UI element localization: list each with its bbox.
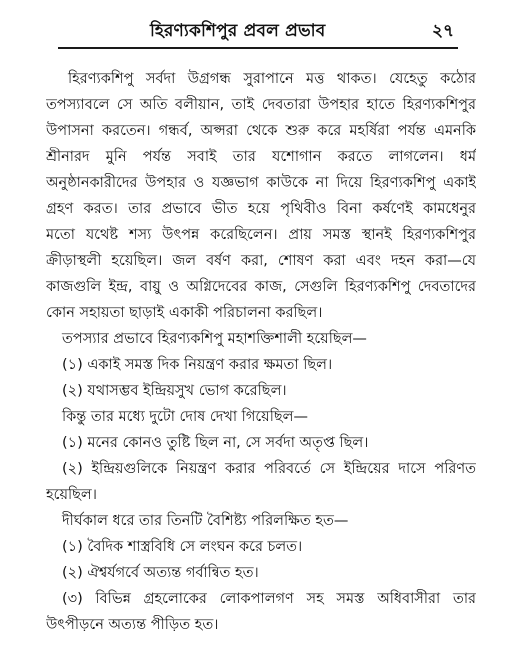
list-item: (২) ঐশ্বর্যগর্বে অত্যন্ত গর্বান্বিত হত।	[62, 565, 259, 581]
text-line: কিন্তু তার মধ্যে দুটো দোষ দেখা গিয়েছিল—	[62, 409, 308, 425]
text-line: দীর্ঘকাল ধরে তার তিনটি বৈশিষ্ট্য পরিলক্ষিত হত—	[62, 513, 349, 529]
list-item: (১) একাই সমস্ত দিক নিয়ন্ত্রণ করার ক্ষমতা ছিল।	[62, 357, 333, 373]
text-line: ক্রীড়াস্থলী হয়েছিল। জল বর্ষণ করা, শোষণ করা এবং দহন করা—যে	[46, 253, 476, 269]
text-line: গ্রহণ করত। তার প্রভাবে ভীত হয়ে পৃথিবীও বিনা কর্ষণেই কামধেনুর	[46, 201, 476, 217]
list-item: (২) যথাসম্ভব ইন্দ্রিয়সুখ ভোগ করেছিল।	[62, 383, 287, 399]
text-line: কাজগুলি ইন্দ্র, বায়ু ও অগ্নিদেবের কাজ, সেগুলি হিরণ্যকশিপু দেবতাদের	[46, 279, 476, 295]
text-line: হিরণ্যকশিপু সর্বদা উগ্রগন্ধ সুরাপানে মত্ত থাকত। যেহেতু কঠোর	[68, 71, 476, 87]
text-line: উৎপীড়নে অত্যন্ত পীড়িত হত।	[46, 617, 219, 633]
text-line: তপস্যার প্রভাবে হিরণ্যকশিপু মহাশক্তিশালী হয়েছিল—	[62, 331, 367, 347]
text-line: শ্রীনারদ মুনি পর্যন্ত সবাই তার যশোগান করতে লাগলেন। ধর্ম	[46, 149, 476, 165]
body-text	[46, 66, 476, 638]
text-line: তপস্যাবলে সে অতি বলীয়ান, তাই দেবতারা উপহার হাতে হিরণ্যকশিপুর	[46, 97, 476, 113]
page-header	[0, 18, 509, 46]
list-item: (২) ইন্দ্রিয়গুলিকে নিয়ন্ত্রণ করার পরিবর্তে সে ইন্দ্রিয়ের দাসে পরিণত	[62, 461, 476, 477]
text-line: কোন সহায়তা ছাড়াই একাকী পরিচালনা করছিল।	[46, 305, 323, 321]
list-item: (১) বৈদিক শাস্ত্রবিধি সে লংঘন করে চলত।	[62, 539, 303, 555]
running-title: হিরণ্যকশিপুর প্রবল প্রভাব	[150, 21, 326, 41]
text-line: উপাসনা করতেন। গন্ধর্ব, অপ্সরা থেকে শুরু করে মহর্ষিরা পর্যন্ত এমনকি	[46, 123, 476, 139]
text-line: মতো যথেষ্ট শস্য উৎপন্ন করেছিলেন। প্রায় সমস্ত স্থানই হিরণ্যকশিপুর	[46, 227, 476, 243]
list-item: (৩) বিভিন্ন গ্রহলোকের লোকপালগণ সহ সমস্ত অধিবাসীরা তার	[62, 591, 476, 607]
text-line: অনুষ্ঠানকারীদের উপহার ও যজ্ঞভাগ কাউকে না দিয়ে হিরণ্যকশিপু একাই	[46, 175, 476, 191]
list-item: (১) মনের কোনও তুষ্টি ছিল না, সে সর্বদা অতৃপ্ত ছিল।	[62, 435, 369, 451]
page-number: ২৭	[432, 21, 455, 41]
header-rule	[58, 47, 458, 49]
text-line: হয়েছিল।	[46, 487, 97, 503]
